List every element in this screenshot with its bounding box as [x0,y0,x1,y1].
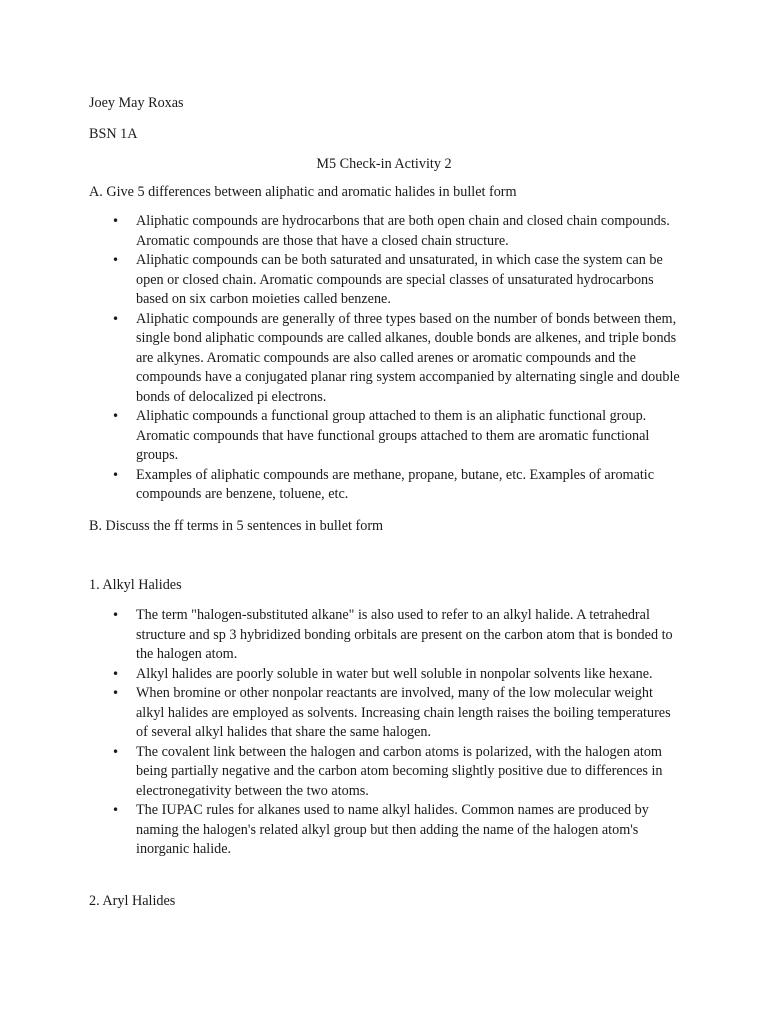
alkyl-halides-bullet-list [112,606,682,860]
part-a-question: A. Give 5 differences between aliphatic and aromatic halides in bullet form [89,184,517,200]
document-title: M5 Check-in Activity 2 [316,156,452,172]
list-item: • Aliphatic compounds a functional group attached to them is an aliphatic functional group. Aromatic compounds that have functional groups attached to them are aromatic functional groups. [112,407,682,466]
student-name: Joey May Roxas [89,95,184,111]
term-1-heading: 1. Alkyl Halides [89,577,182,593]
list-item: • The IUPAC rules for alkanes used to name alkyl halides. Common names are produced by naming the halogen's related alkyl group but then adding the name of the halogen atom's inorganic halide. [112,801,682,860]
list-item: • Examples of aliphatic compounds are methane, propane, butane, etc. Examples of aromatic compounds are benzene, toluene, etc. [112,466,682,505]
list-item: • Alkyl halides are poorly soluble in water but well soluble in nonpolar solvents like hexane. [112,665,682,685]
list-item: • The covalent link between the halogen and carbon atoms is polarized, with the halogen atom being partially negative and the carbon atom becoming slightly positive due to differences in electronegativity between the two atoms. [112,743,682,802]
list-item: • The term "halogen-substituted alkane" is also used to refer to an alkyl halide. A tetrahedral structure and sp 3 hybridized bonding orbitals are present on the carbon atom that is bonded to the halogen atom. [112,606,682,665]
list-item: • Aliphatic compounds are generally of three types based on the number of bonds between them, single bond aliphatic compounds are called alkanes, double bonds are alkenes, and triple bonds are alkynes. Aromatic compounds are also called arenes or aromatic compounds and the compounds have a conjugated planar ring system accompanied by alternating single and double bonds of delocalized pi electrons. [112,310,682,408]
part-a-bullet-list [112,212,682,505]
part-b-question: B. Discuss the ff terms in 5 sentences in bullet form [89,518,384,534]
term-2-heading: 2. Aryl Halides [89,893,176,909]
student-section: BSN 1A [89,126,138,142]
list-item: • When bromine or other nonpolar reactants are involved, many of the low molecular weight alkyl halides are employed as solvents. Increasing chain length raises the boiling temperatures of several alkyl halides that share the same halogen. [112,684,682,743]
list-item: • Aliphatic compounds can be both saturated and unsaturated, in which case the system can be open or closed chain. Aromatic compounds are special classes of unsaturated hydrocarbons based on six carbon moieties called benzene. [112,251,682,310]
list-item: • Aliphatic compounds are hydrocarbons that are both open chain and closed chain compounds. Aromatic compounds are those that have a closed chain structure. [112,212,682,251]
